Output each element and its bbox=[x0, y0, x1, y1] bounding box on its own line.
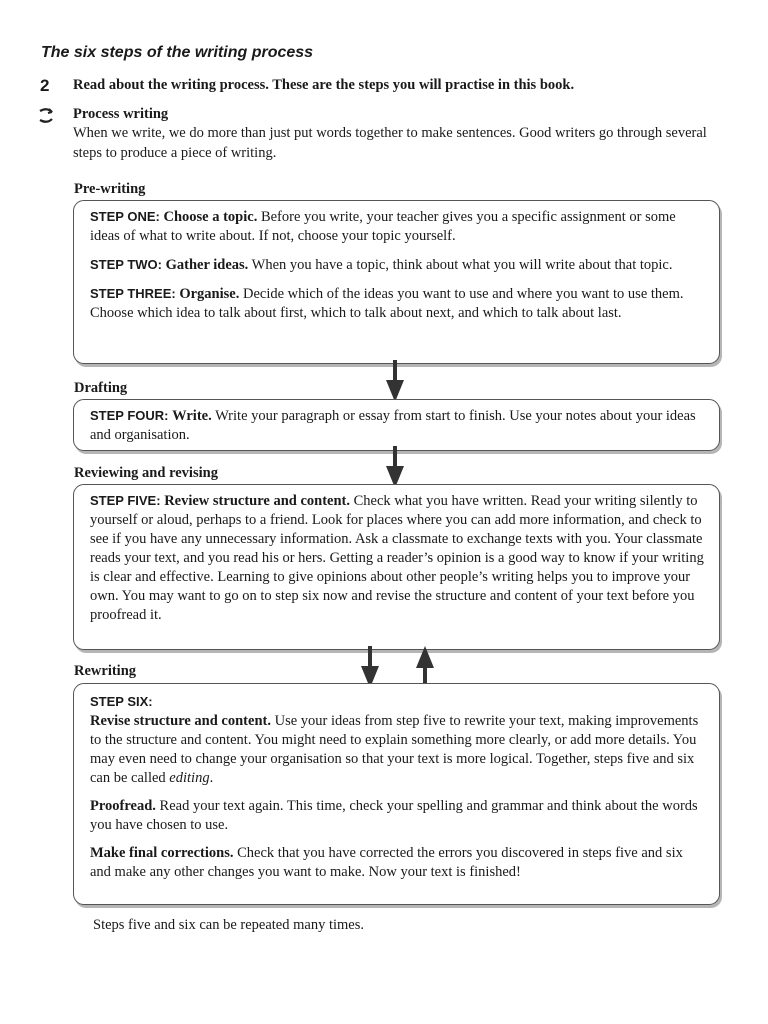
step-six-editing-term: editing bbox=[169, 770, 210, 786]
arrow-down-icon bbox=[386, 446, 404, 488]
step-three-label: STEP THREE: bbox=[90, 286, 176, 301]
exercise-number: 2 bbox=[40, 76, 50, 95]
section-title: The six steps of the writing process bbox=[41, 44, 314, 61]
step-six-revise-text: Use your ideas from step five to rewrite your text, making improvements to the structure and content. You might need to explain something more clearly, or add more details. You may even need to change your organisation so that your text is more logical. Together, steps five and six can be called bbox=[90, 713, 699, 786]
stage-rewriting: Rewriting bbox=[74, 663, 137, 679]
step-six-proofread-title: Proofread. bbox=[90, 798, 156, 814]
step-four-label: STEP FOUR: bbox=[90, 408, 169, 423]
step-five-label: STEP FIVE: bbox=[90, 493, 161, 508]
step-six-final bbox=[90, 844, 705, 882]
stage-reviewing: Reviewing and revising bbox=[74, 465, 218, 481]
step-five bbox=[90, 491, 705, 625]
process-writing-intro: When we write, we do more than just put words together to make sentences. Good writers go through several steps to produce a piece of writing. bbox=[73, 125, 707, 161]
arrow-down-icon bbox=[386, 360, 404, 402]
stage-drafting: Drafting bbox=[74, 380, 128, 396]
reviewing-box bbox=[73, 484, 720, 650]
footer-note: Steps five and six can be repeated many times. bbox=[93, 917, 364, 933]
step-four bbox=[90, 406, 705, 445]
step-two bbox=[90, 255, 705, 275]
arrow-down-icon bbox=[361, 646, 379, 688]
step-five-title: Review structure and content. bbox=[164, 493, 350, 509]
step-six-proofread bbox=[90, 797, 705, 835]
step-three-text: Decide which of the ideas you want to use and where you want to use them. Choose which idea to talk about first, which to talk about next, and which to talk about last. bbox=[90, 286, 684, 321]
rewriting-box bbox=[73, 683, 720, 905]
step-six-final-text: Check that you have corrected the errors you discovered in steps five and six and make any other changes you want to make. Now your text is finished! bbox=[90, 845, 683, 880]
step-six-label: STEP SIX: bbox=[90, 694, 153, 709]
step-four-title: Write. bbox=[172, 408, 212, 424]
step-two-label: STEP TWO: bbox=[90, 257, 162, 272]
step-one-text: Before you write, your teacher gives you a specific assignment or some ideas of what to write about. If not, choose your topic yourself. bbox=[90, 209, 676, 244]
step-six-revise bbox=[90, 712, 705, 788]
exercise-instruction: Read about the writing process. These are the steps you will practise in this book. bbox=[73, 77, 575, 93]
arrow-up-icon bbox=[416, 646, 434, 688]
step-one-label: STEP ONE: bbox=[90, 209, 160, 224]
drafting-box bbox=[73, 399, 720, 451]
step-four-text: Write your paragraph or essay from start to finish. Use your notes about your ideas and organisation. bbox=[90, 408, 696, 443]
step-six-final-title: Make final corrections. bbox=[90, 845, 234, 861]
process-writing-heading: Process writing bbox=[73, 106, 169, 122]
step-one-title: Choose a topic. bbox=[163, 209, 258, 225]
step-six-revise-title: Revise structure and content. bbox=[90, 713, 271, 729]
step-six-revise-end: . bbox=[209, 770, 214, 786]
audio-icon[interactable] bbox=[38, 108, 58, 129]
step-three bbox=[90, 284, 705, 323]
prewriting-box bbox=[73, 200, 720, 364]
step-six-proofread-text: Read your text again. This time, check your spelling and grammar and think about the words you have chosen to use. bbox=[90, 798, 698, 833]
stage-prewriting: Pre-writing bbox=[74, 181, 146, 197]
step-two-title: Gather ideas. bbox=[165, 257, 249, 273]
step-one bbox=[90, 207, 705, 246]
step-three-title: Organise. bbox=[179, 286, 240, 302]
step-five-text: Check what you have written. Read your writing silently to yourself or aloud, perhaps to a friend. Look for places where you can add more information, and check to see if you have any unnecessary information. Ask a classmate to exchange texts with you. Your classmate reads your text, and you read his or hers. Getting a reader’s opinion is a good way to know if your writing is clear and effective. Learning to give opinions about other people’s writing helps you to improve your own. You may want to go on to step six now and revise the structure and content of your text before you proofread it. bbox=[90, 493, 704, 623]
step-two-text: When you have a topic, think about what you will write about that topic. bbox=[248, 257, 673, 273]
